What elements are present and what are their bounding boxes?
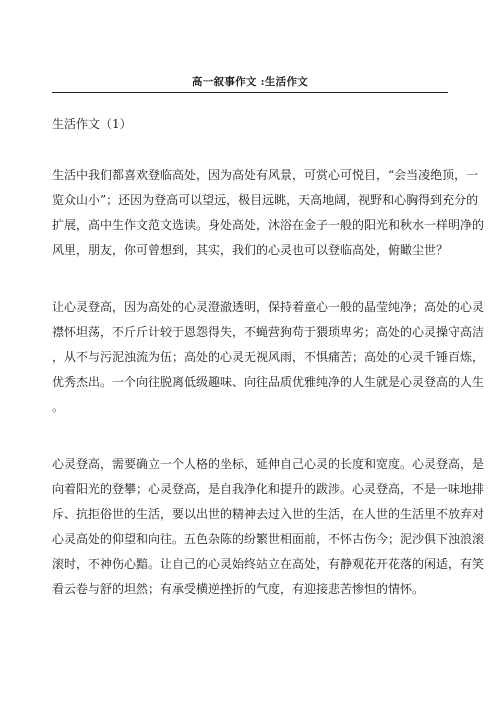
paragraph-line: 让心灵登高，因为高处的心灵澄澈透明，保持着童心一般的晶莹纯净；高处的心灵 — [52, 300, 485, 314]
paragraph-line: 斥、抗拒俗世的生活，要以出世的精神去过入世的生活，在人世的生活里不放弃对 — [52, 507, 485, 521]
paragraph — [52, 452, 485, 602]
paragraph-line: 风里，朋友，你可曾想到，其实，我们的心灵也可以登临高处，俯瞰尘世？ — [52, 243, 449, 257]
paragraph-line: 心灵高处的仰望和向往。五色杂陈的纷繁世相面前，不怀古伤今；泥沙俱下浊浪滚 — [52, 532, 485, 546]
paragraph-line: 看云卷与舒的坦然；有承受横逆挫折的气度，有迎接悲苦惨怛的情怀。 — [52, 582, 425, 596]
page-header — [52, 70, 448, 93]
paragraph — [52, 295, 485, 420]
paragraph-line: 向着阳光的登攀；心灵登高，是自我净化和提升的跋涉。心灵登高，不是一味地排 — [52, 482, 485, 496]
paragraph-line: 心灵登高，需要确立一个人格的坐标，延伸自己心灵的长度和宽度。心灵登高，是 — [52, 457, 485, 471]
paragraph-line: 览众山小”；还因为登高可以望远，极目远眺，天高地阔，视野和心胸得到充分的 — [52, 193, 479, 207]
paragraph-line: ，从不与污泥浊流为伍；高处的心灵无视风雨，不惧痛苦；高处的心灵千锤百炼， — [52, 350, 485, 364]
paragraph-line: 滚时，不神伤心黯。让自己的心灵始终站立在高处，有静观花开花落的闲适，有笑 — [52, 557, 485, 571]
paragraph-line: 优秀杰出。一个向往脱离低级趣味、向往品质优雅纯净的人生就是心灵登高的人生 — [52, 375, 485, 389]
paragraph-line: 生活中我们都喜欢登临高处，因为高处有风景，可赏心可悦目，“会当凌绝顶，一 — [52, 168, 479, 182]
paragraph — [52, 163, 485, 263]
paragraph-line: 。 — [52, 400, 65, 414]
paragraph-line: 扩展，高中生作文范文选读。身处高处，沐浴在金子一般的阳光和秋水一样明净的 — [52, 218, 485, 232]
section-title: 生活作文（1） — [52, 117, 132, 131]
paragraph-line: 襟怀坦荡，不斤斤计较于恩怨得失，不蝇营狗苟于猥琐卑劣；高处的心灵操守高洁 — [52, 325, 485, 339]
header-title: 高一叙事作文 :生活作文 — [191, 76, 309, 88]
